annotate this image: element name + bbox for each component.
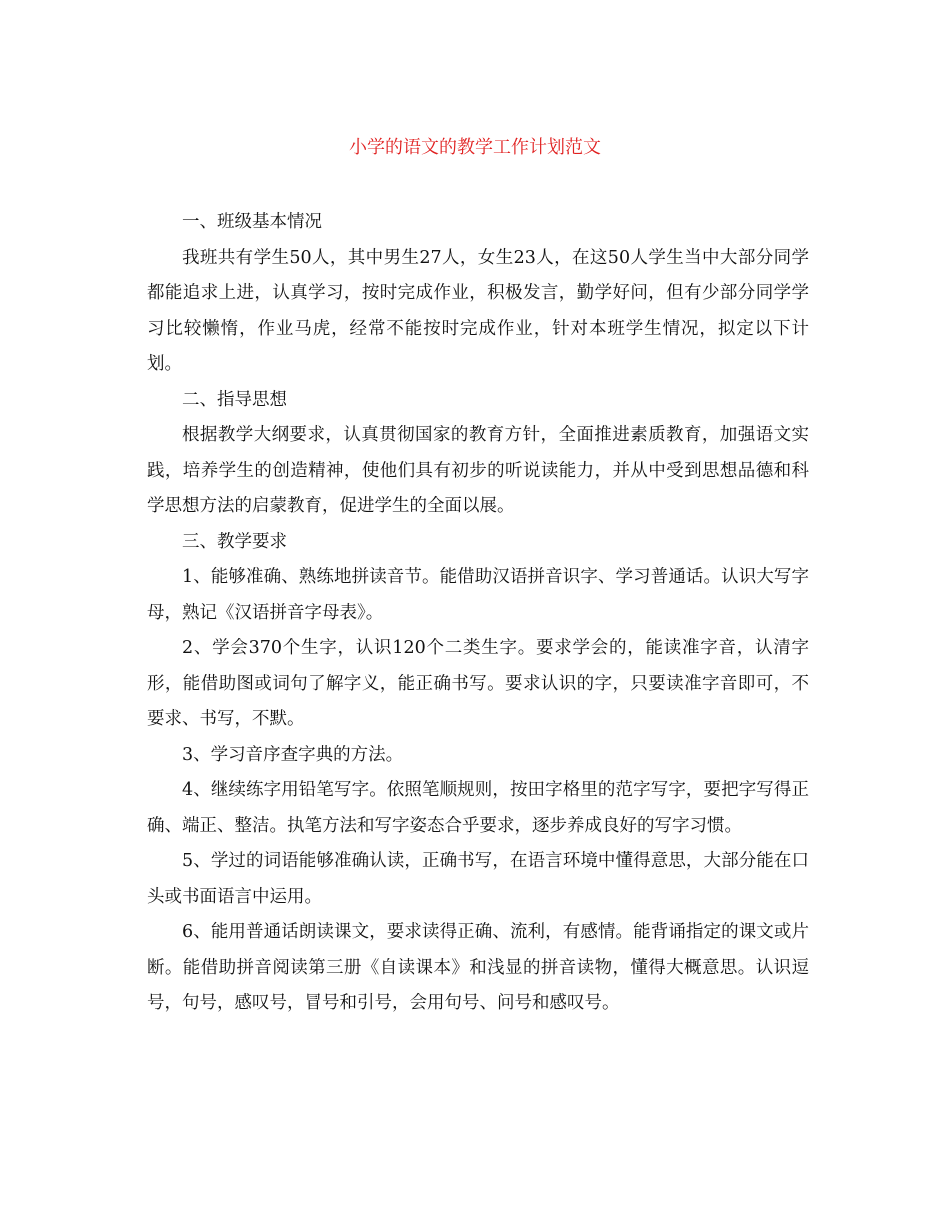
requirement-item-3: 3、学习音序查字典的方法。 <box>182 744 404 765</box>
document-body <box>147 205 809 1022</box>
paragraph-guiding-thought: 根据教学大纲要求，认真贯彻国家的教育方针，全面推进素质教育，加强语文实践，培养学生的创造精神，使他们具有初步的听说读能力，并从中受到思想品德和科学思想方法的启蒙教育，促进学生的全面以展。 <box>147 425 809 516</box>
requirement-item-6: 6、能用普通话朗读课文，要求读得正确、流利，有感情。能背诵指定的课文或片断。能借助拼音阅读第三册《自读课本》和浅显的拼音读物，懂得大概意思。认识逗号，句号，感叹号，冒号和引号，会用句号、问号和感叹号。 <box>147 922 809 1013</box>
section-heading-class-info: 一、班级基本情况 <box>182 212 322 232</box>
requirement-item-4: 4、继续练字用铅笔写字。依照笔顺规则，按田字格里的范字写字，要把字写得正确、端正、整洁。执笔方法和写字姿态合乎要求，逐步养成良好的写字习惯。 <box>147 780 809 836</box>
section-heading-teaching-requirements: 三、教学要求 <box>182 531 287 552</box>
paragraph-class-info: 我班共有学生50人，其中男生27人，女生23人，在这50人学生当中大部分同学都能追求上进，认真学习，按时完成作业，积极发言，勤学好问，但有少部分同学学习比较懒惰，作业马虎，经常不能按时完成作业，针对本班学生情况，拟定以下计划。 <box>147 247 809 374</box>
section-heading-guiding-thought: 二、指导思想 <box>182 389 287 410</box>
requirement-item-2: 2、学会370个生字，认识120个二类生字。要求学会的，能读准字音，认清字形，能借助图或词句了解字义，能正确书写。要求认识的字，只要读准字音即可，不要求、书写，不默。 <box>147 638 809 729</box>
requirement-item-1: 1、能够准确、熟练地拼读音节。能借助汉语拼音识字、学习普通话。认识大写字母，熟记《汉语拼音字母表》。 <box>147 567 809 623</box>
document-title: 小学的语文的教学工作计划范文 <box>349 137 601 158</box>
requirement-item-5: 5、学过的词语能够准确认读，正确书写，在语言环境中懂得意思，大部分能在口头或书面语言中运用。 <box>147 851 809 907</box>
